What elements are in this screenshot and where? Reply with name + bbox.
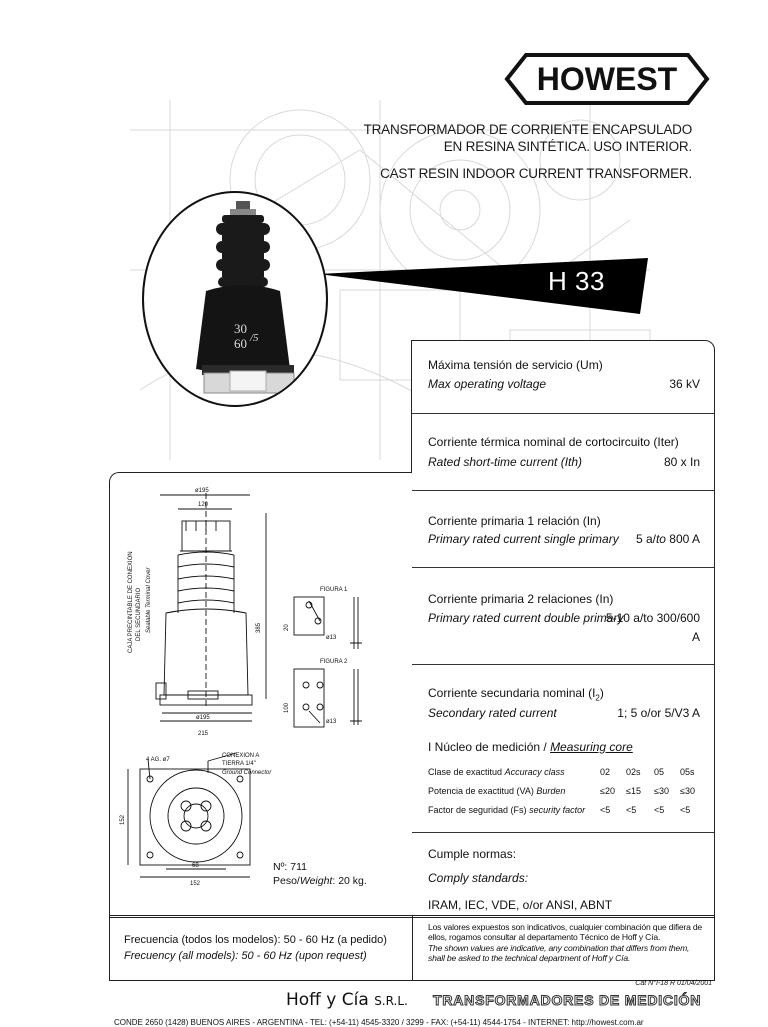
- primary-single-value-a: 5 a/: [635, 532, 656, 546]
- svg-text:HOWEST: HOWEST: [536, 61, 678, 97]
- disclaimer-es: Los valores expuestos son indicativos, cualquier combinación que difiera de ellos, rogamos consultar al departamento Técnico de Hoff y Cía.: [428, 922, 703, 943]
- spec-standards: [412, 832, 714, 917]
- secondary-value: 1; 5 o/or 5/V3 A: [617, 706, 700, 720]
- ground-connector-label-es-1: CONEXION A: [222, 753, 260, 759]
- core-title-es: I Núcleo de medición /: [428, 740, 551, 754]
- ground-connector-label-en: Ground Connector: [222, 770, 272, 776]
- primary-single-label-es: Corriente primaria 1 relación (In): [428, 514, 601, 528]
- core-cell: <5: [600, 804, 611, 815]
- spec-secondary-and-core: [412, 664, 714, 833]
- technical-drawing-panel: [109, 472, 412, 918]
- primary-double-label-es: Corriente primaria 2 relaciones (In): [428, 592, 614, 606]
- max-voltage-label-en: Max operating voltage: [428, 377, 547, 391]
- core-cell: ≤20: [600, 785, 615, 796]
- measuring-core-title: [428, 740, 633, 754]
- ground-connector-label-es-2: TIERRA 1/4": [222, 761, 256, 767]
- terminal-cover-label-en: Sealable Terminal Cover: [146, 567, 152, 633]
- secondary-label-es: [428, 686, 604, 702]
- core-cell: ≤15: [626, 785, 641, 796]
- core-cell: 05: [654, 766, 665, 777]
- frequency-info: [124, 932, 387, 964]
- thermal-current-value: 80 x In: [663, 455, 700, 469]
- primary-single-value-to: to: [655, 532, 666, 546]
- terminal-cover-label-es-1: CAJA PRECINTABLE DE CONEXION: [128, 551, 134, 653]
- core-cell: ≤30: [680, 785, 695, 796]
- footer-notes-box: [109, 915, 715, 981]
- primary-double-label-en: Primary rated current double primary: [428, 611, 624, 625]
- specifications-panel: [411, 340, 715, 918]
- standards-label-es: Cumple normas:: [428, 847, 517, 861]
- core-cell: <5: [626, 804, 637, 815]
- company-name-text: Hoff y Cía: [286, 990, 369, 1010]
- core-row-label-es: Potencia de exactitud (VA): [428, 785, 534, 796]
- division-title: TRANSFORMADORES DE MEDICIÓN: [433, 992, 702, 1008]
- svg-text:60: 60: [234, 336, 247, 351]
- core-cell: <5: [680, 804, 691, 815]
- core-row-label-en: Accuracy class: [504, 766, 565, 777]
- core-cell: 02: [600, 766, 611, 777]
- dim-100: 100: [284, 702, 290, 713]
- core-row-label-es: Clase de exactitud: [428, 766, 503, 777]
- frequency-en: Frecuency (all models): 50 - 60 Hz (upon request): [124, 950, 367, 962]
- product-photo: [142, 191, 328, 407]
- standards-list: IRAM, IEC, VDE, o/or ANSI, ABNT: [428, 898, 613, 912]
- model-name: H 33: [548, 266, 605, 296]
- title-en: CAST RESIN INDOOR CURRENT TRANSFORMER.: [380, 166, 692, 181]
- dim-152-bottom: 152: [190, 881, 201, 887]
- catalog-number: Cat N°I-18 R 01/04/2001: [635, 980, 712, 987]
- terminal-cover-label-es-2: DEL SECUNDARIO: [136, 587, 142, 641]
- secondary-label-sub: 2: [595, 693, 600, 703]
- core-cell: <5: [654, 804, 665, 815]
- max-voltage-value: 36 kV: [669, 377, 700, 391]
- primary-single-label-en: Primary rated current single primary: [428, 532, 619, 546]
- transformer-photo-illustration: [144, 193, 326, 405]
- weight-label-es: Peso/: [273, 875, 300, 887]
- model-number: Nº: 711: [273, 861, 307, 873]
- dim-phi195-top: ø195: [195, 488, 209, 494]
- frequency-es: Frecuencia (todos los modelos): 50 - 60 Hz (a pedido): [124, 934, 387, 946]
- footer-divider: [412, 916, 413, 980]
- core-row-label-en: Burden: [536, 785, 566, 796]
- spec-max-voltage: [412, 341, 714, 414]
- weight-value: : 20 kg.: [332, 875, 367, 887]
- dimension-drawing: [110, 473, 412, 917]
- company-suffix: S.R.L.: [374, 994, 408, 1008]
- dim-phi195-base: ø195: [196, 715, 210, 721]
- core-title-en: Measuring core: [550, 740, 633, 754]
- figura-1-label: FIGURA 1: [320, 587, 348, 593]
- core-row-security-factor: [428, 800, 695, 819]
- core-cell: ≤30: [654, 785, 669, 796]
- core-row-burden: [428, 781, 695, 800]
- svg-text:/5: /5: [250, 332, 259, 344]
- core-cell: 05s: [680, 766, 695, 777]
- primary-single-value-b: 800 A: [665, 532, 700, 546]
- dim-phi13-a: ø13: [326, 635, 337, 641]
- secondary-label-en: Secondary rated current: [428, 706, 557, 720]
- thermal-current-label-es: Corriente térmica nominal de cortocircuito (Iter): [428, 435, 679, 449]
- dim-20: 20: [284, 624, 290, 631]
- primary-double-value-line2: A: [691, 630, 700, 644]
- secondary-label-suffix: ): [599, 686, 604, 700]
- dim-215: 215: [198, 731, 209, 737]
- primary-single-value: [636, 532, 700, 546]
- core-row-label-en: security factor: [529, 804, 586, 815]
- company-name: [286, 990, 408, 1010]
- weight-label-en: Weight: [299, 875, 333, 887]
- title-es-line2: EN RESINA SINTÉTICA. USO INTERIOR.: [443, 139, 692, 154]
- max-voltage-label-es: Máxima tensión de servicio (Um): [428, 358, 603, 372]
- primary-double-value-line1: 5-10 a/to 300/600: [605, 611, 700, 625]
- header-title: [364, 121, 692, 182]
- core-row-label-es: Factor de seguridad (Fs): [428, 804, 527, 815]
- title-es-line1: TRANSFORMADOR DE CORRIENTE ENCAPSULADO: [363, 122, 692, 137]
- core-cell: 02s: [626, 766, 641, 777]
- dim-120: 120: [198, 502, 209, 508]
- spec-primary-single: [412, 490, 714, 568]
- secondary-label-prefix: Corriente secundaria nominal (I: [428, 686, 596, 700]
- mounting-holes-label: 4 AG. ø7: [146, 757, 170, 763]
- howest-logo: [504, 52, 710, 106]
- standards-label-en: Comply standards:: [428, 871, 529, 885]
- spec-primary-double: [412, 567, 714, 665]
- dim-385: 385: [256, 622, 262, 633]
- core-row-accuracy: [428, 762, 695, 781]
- svg-text:30: 30: [234, 321, 247, 336]
- measuring-core-table: [428, 762, 695, 819]
- dim-phi13-b: ø13: [326, 719, 337, 725]
- dim-152-side: 152: [120, 814, 126, 825]
- figura-2-label: FIGURA 2: [320, 659, 348, 665]
- dim-68: 68: [192, 863, 199, 869]
- model-number-weight: [273, 860, 367, 888]
- company-address: CONDE 2650 (1428) BUENOS AIRES - ARGENTINA - TEL: (+54-11) 4545-3320 / 3299 - FAX: (+54-11) 4544-1754 - INTERNET: http://howest.com.ar: [114, 1018, 644, 1027]
- spec-thermal-current: [412, 413, 714, 491]
- disclaimer-note: [428, 922, 706, 964]
- disclaimer-en: The shown values are indicative, any combination that differs from them, shall be asked to the technical department of Hoff y Cía.: [428, 942, 690, 964]
- thermal-current-label-en: Rated short-time current (Ith): [428, 455, 583, 469]
